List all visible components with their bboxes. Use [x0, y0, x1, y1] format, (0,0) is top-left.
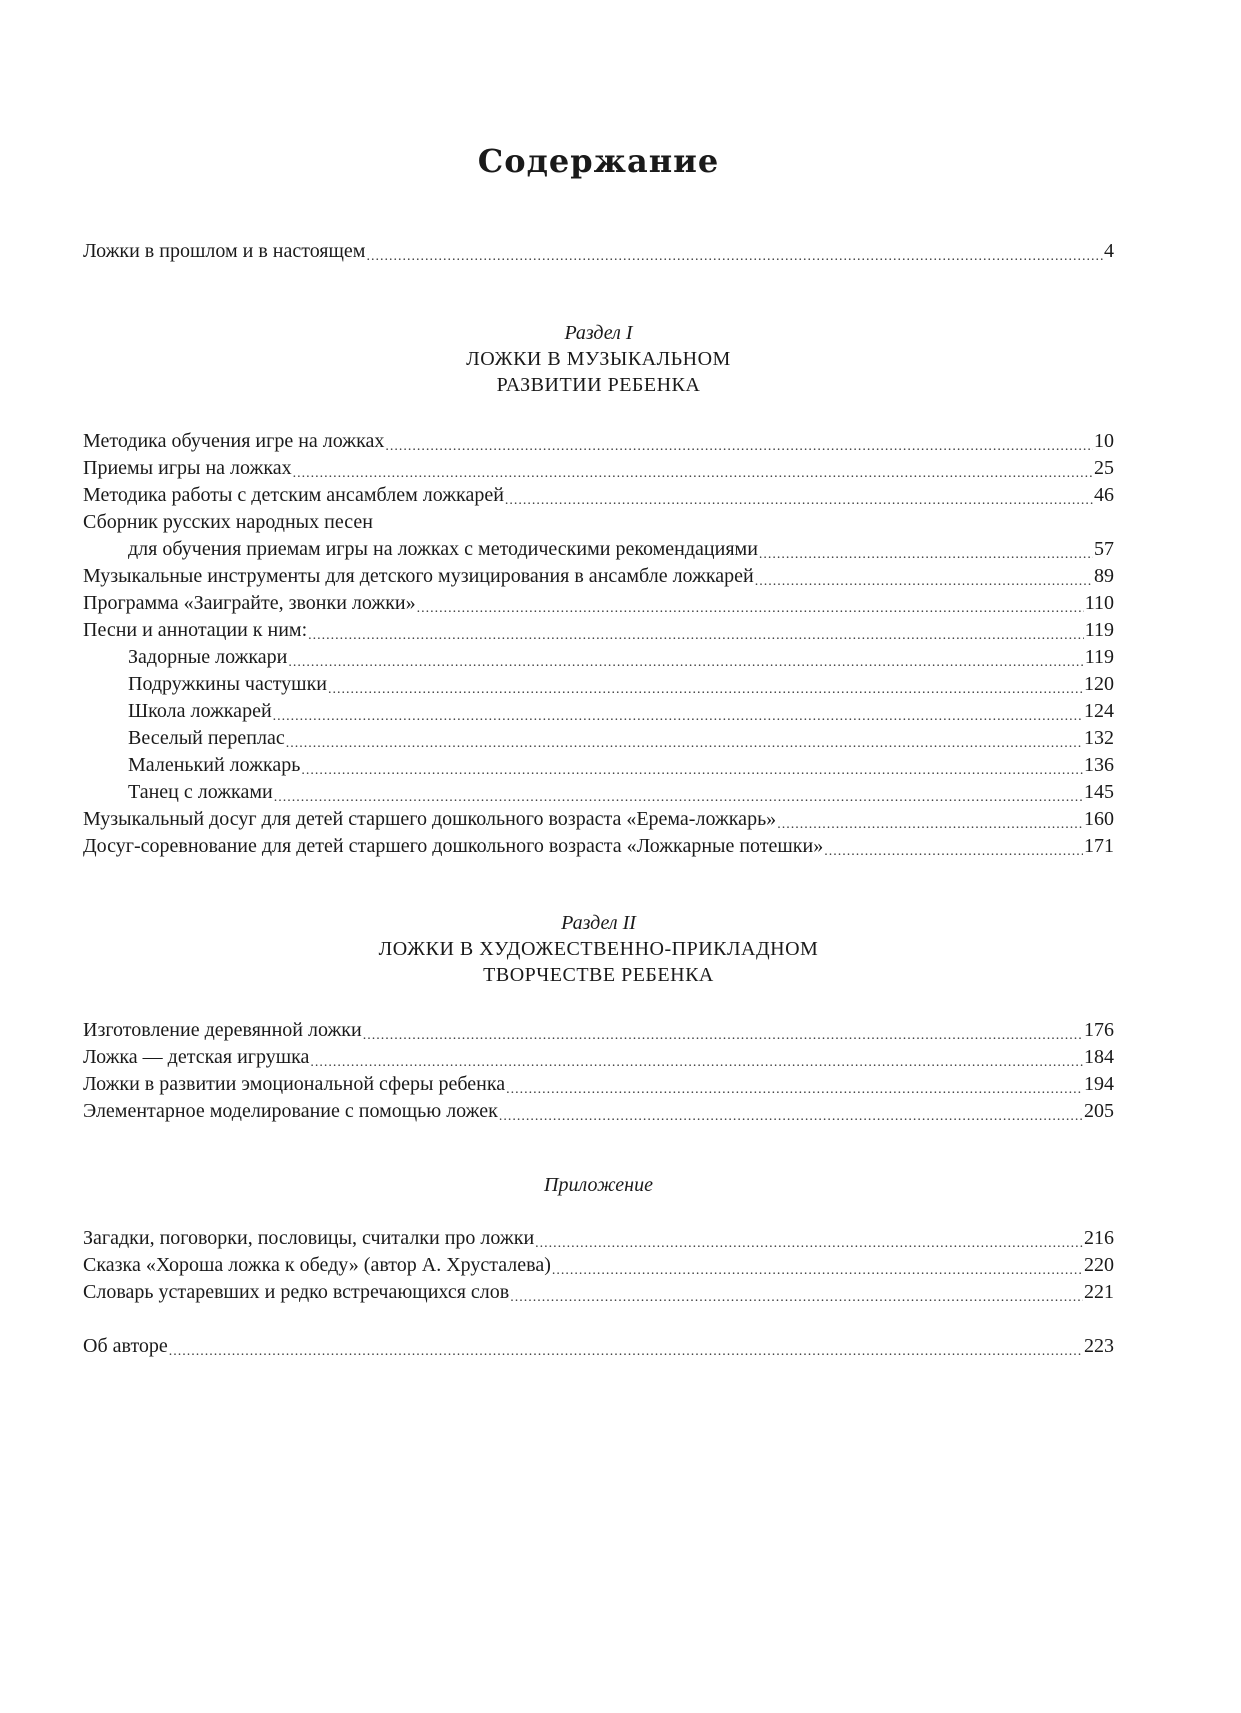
toc-page-number: 136 [1084, 754, 1114, 776]
toc-entry-text: Веселый переплас [128, 727, 285, 749]
leader-dots [310, 1044, 1083, 1070]
toc-page-number: 10 [1094, 430, 1114, 452]
toc-page-number: 119 [1084, 646, 1114, 668]
toc-page-number: 205 [1084, 1100, 1114, 1122]
toc-entry-text: Словарь устаревших и редко встречающихся слов [83, 1281, 510, 1303]
toc-subentry[interactable] [128, 725, 1114, 751]
toc-page-number: 124 [1084, 700, 1114, 722]
toc-entry[interactable] [128, 536, 1114, 562]
toc-entry-about-author[interactable] [83, 1333, 1114, 1359]
toc-entry[interactable] [83, 1017, 1114, 1043]
leader-dots [308, 617, 1084, 643]
toc-page-number: 220 [1084, 1254, 1114, 1276]
toc-entry-text: для обучения приемам игры на ложках с методическими рекомендациями [128, 538, 758, 560]
toc-subentry[interactable] [128, 698, 1114, 724]
page-title: Содержание [477, 142, 720, 180]
section-title-line2: ТВОРЧЕСТВЕ РЕБЕНКА [483, 964, 714, 986]
toc-entry[interactable] [83, 1225, 1114, 1251]
section-label: Приложение [544, 1174, 653, 1196]
leader-dots [288, 644, 1083, 670]
leader-dots [510, 1279, 1083, 1305]
toc-page-number: 57 [1094, 538, 1114, 560]
toc-entry-text: Ложки в развитии эмоциональной сферы ребенка [83, 1073, 506, 1095]
leader-dots [755, 563, 1093, 589]
toc-page-number: 194 [1084, 1073, 1114, 1095]
toc-entry-text: Методика работы с детским ансамблем ложкарей [83, 484, 504, 506]
toc-page-number: 89 [1094, 565, 1114, 587]
toc-subentry[interactable] [128, 644, 1114, 670]
toc-entry[interactable] [83, 617, 1114, 643]
toc-entry[interactable] [83, 806, 1114, 832]
toc-page-number: 160 [1084, 808, 1114, 830]
leader-dots [273, 698, 1083, 724]
toc-page-number: 184 [1084, 1046, 1114, 1068]
section-title-line1: ЛОЖКИ В ХУДОЖЕСТВЕННО-ПРИКЛАДНОМ [378, 938, 819, 960]
toc-page-number: 176 [1084, 1019, 1114, 1041]
toc-page-number: 216 [1084, 1227, 1114, 1249]
toc-page-number: 119 [1084, 619, 1114, 641]
leader-dots [293, 455, 1093, 481]
toc-page-number: 132 [1084, 727, 1114, 749]
appendix-heading [0, 1172, 1197, 1198]
leader-dots [274, 779, 1083, 805]
toc-entry[interactable] [83, 563, 1114, 589]
leader-dots [552, 1252, 1083, 1278]
toc-page-number: 120 [1084, 673, 1114, 695]
toc-entry[interactable] [83, 428, 1114, 454]
toc-entry-text: Досуг-соревнование для детей старшего дошкольного возраста «Ложкарные потешки» [83, 835, 824, 857]
toc-page-number: 171 [1084, 835, 1114, 857]
toc-entry[interactable] [83, 590, 1114, 616]
toc-subentry[interactable] [128, 671, 1114, 697]
section-label: Раздел I [564, 322, 633, 344]
toc-entry-text: Танец с ложками [128, 781, 273, 803]
leader-dots [366, 238, 1103, 264]
toc-entry-text: Ложка — детская игрушка [83, 1046, 310, 1068]
toc-entry-text: Школа ложкарей [128, 700, 272, 722]
leader-dots [385, 428, 1093, 454]
leader-dots [506, 1071, 1083, 1097]
toc-entry-text: Приемы игры на ложках [83, 457, 292, 479]
leader-dots [417, 590, 1084, 616]
leader-dots [535, 1225, 1083, 1251]
toc-subentry[interactable] [128, 779, 1114, 805]
leader-dots [499, 1098, 1083, 1124]
toc-entry[interactable] [83, 1279, 1114, 1305]
leader-dots [286, 725, 1083, 751]
toc-entry[interactable] [83, 1071, 1114, 1097]
toc-entry-heading-line: Сборник русских народных песен [83, 511, 373, 533]
toc-entry[interactable] [83, 482, 1114, 508]
toc-entry[interactable] [83, 833, 1114, 859]
toc-entry[interactable] [83, 1252, 1114, 1278]
toc-page-number: 4 [1104, 240, 1114, 262]
section-title-line2: РАЗВИТИИ РЕБЕНКА [496, 374, 701, 396]
section-2-heading [0, 910, 1197, 988]
toc-entry-text: Подружкины частушки [128, 673, 328, 695]
toc-entry-text: Сказка «Хороша ложка к обеду» (автор А. Хрусталева) [83, 1254, 551, 1276]
leader-dots [363, 1017, 1083, 1043]
toc-page-number: 110 [1084, 592, 1114, 614]
toc-page-number: 223 [1084, 1335, 1114, 1357]
toc-entry-text: Музыкальный досуг для детей старшего дошкольного возраста «Ерема-ложкарь» [83, 808, 777, 830]
leader-dots [759, 536, 1093, 562]
toc-page-number: 25 [1094, 457, 1114, 479]
leader-dots [505, 482, 1093, 508]
section-title-line1: ЛОЖКИ В МУЗЫКАЛЬНОМ [466, 348, 731, 370]
toc-entry[interactable] [83, 1044, 1114, 1070]
section-label: Раздел II [561, 912, 636, 934]
toc-subentry[interactable] [128, 752, 1114, 778]
toc-entry-text: Изготовление деревянной ложки [83, 1019, 362, 1041]
toc-entry-text: Методика обучения игре на ложках [83, 430, 385, 452]
toc-entry-text: Загадки, поговорки, пословицы, считалки про ложки [83, 1227, 535, 1249]
toc-entry[interactable] [83, 455, 1114, 481]
leader-dots [824, 833, 1083, 859]
toc-entry-intro[interactable] [83, 238, 1114, 264]
toc-entry-text: Маленький ложкарь [128, 754, 301, 776]
toc-entry-text: Ложки в прошлом и в настоящем [83, 240, 366, 262]
toc-entry-text: Об авторе [83, 1335, 168, 1357]
toc-page-number: 221 [1084, 1281, 1114, 1303]
leader-dots [301, 752, 1083, 778]
leader-dots [169, 1333, 1083, 1359]
section-1-heading [0, 320, 1197, 398]
toc-entry-text: Элементарное моделирование с помощью ложек [83, 1100, 498, 1122]
toc-entry[interactable] [83, 1098, 1114, 1124]
toc-page-number: 145 [1084, 781, 1114, 803]
toc-entry-text: Песни и аннотации к ним: [83, 619, 308, 641]
toc-entry-text: Задорные ложкари [128, 646, 288, 668]
toc-entry-text: Музыкальные инструменты для детского музицирования в ансамбле ложкарей [83, 565, 754, 587]
leader-dots [328, 671, 1083, 697]
toc-entry-text: Программа «Заиграйте, звонки ложки» [83, 592, 416, 614]
toc-page-number: 46 [1094, 484, 1114, 506]
leader-dots [777, 806, 1083, 832]
